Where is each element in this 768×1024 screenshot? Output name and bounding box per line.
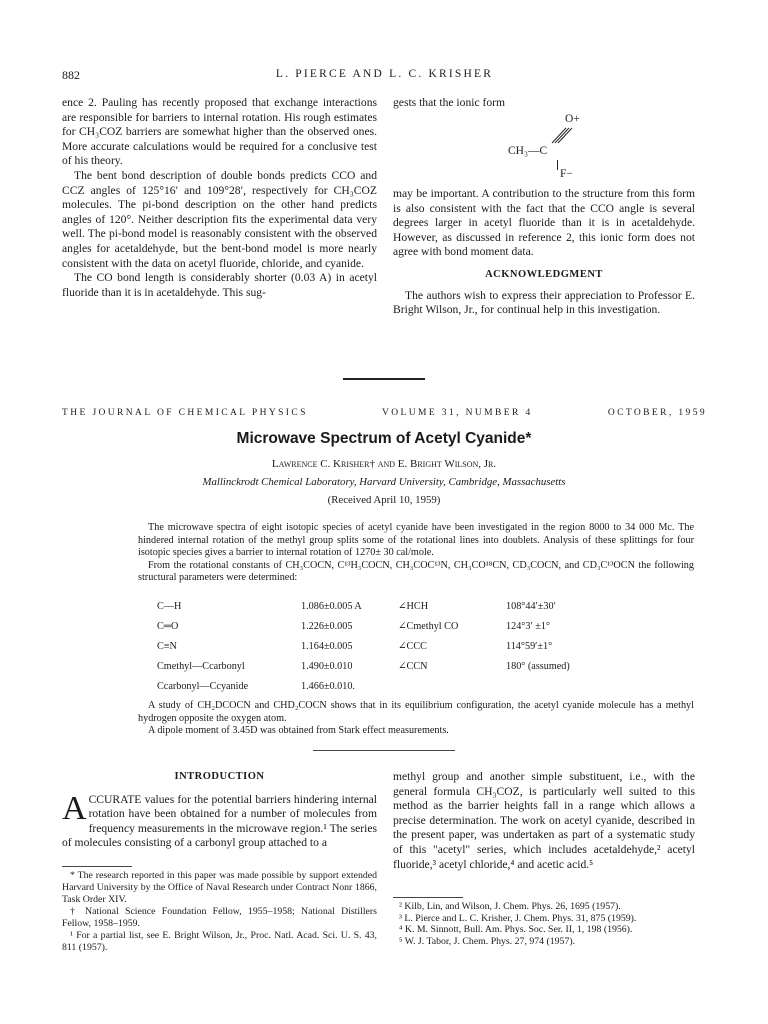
footnote-rule-right xyxy=(393,897,463,898)
param-bond: C≡N xyxy=(157,641,177,652)
prev-article-left-column xyxy=(62,96,377,300)
ionic-methyl-carbon: CH₃—C xyxy=(508,145,548,157)
param-angle: ∠CCC xyxy=(398,641,427,652)
ionic-charge-top: O+ xyxy=(565,113,580,125)
article-byline: Lawrence C. Krisher† and E. Bright Wilson, Jr. xyxy=(271,458,497,470)
article-end-rule xyxy=(343,378,425,380)
footnote: * The research reported in this paper was made possible by support extended Harvard University by the Office of Naval Research under Contract Nonr 1866, Task Order XIV. xyxy=(62,870,377,905)
param-angle: ∠CCN xyxy=(398,661,428,672)
param-angle-value: 108°44′±30′ xyxy=(506,601,556,612)
param-angle: ∠HCH xyxy=(398,601,429,612)
ionic-double-bond xyxy=(550,125,572,145)
article-affiliation: Mallinckrodt Chemical Laboratory, Harvard University, Cambridge, Massachusetts xyxy=(202,476,566,488)
intro-left-column xyxy=(62,770,377,851)
intro-left-text: CCURATE values for the potential barriers hindering internal rotation have been obtained for a number of molecules from frequency measurements in the microwave region.¹ The series of molecules consisting of a carbonyl group attached to a xyxy=(62,792,377,850)
page-number: 882 xyxy=(62,68,80,82)
param-length: 1.490±0.010 xyxy=(301,661,353,672)
prev-article-right-column xyxy=(393,96,695,111)
article-title: Microwave Spectrum of Acetyl Cyanide* xyxy=(236,430,532,447)
param-angle: ∠Cmethyl CO xyxy=(398,621,459,632)
footnotes-left xyxy=(62,870,377,954)
abstract xyxy=(138,522,694,585)
param-bond: Cmethyl—Ccarbonyl xyxy=(157,661,245,672)
param-angle-value: 180° (assumed) xyxy=(506,661,570,672)
prev-left-paragraph-1: ence 2. Pauling has recently proposed that exchange interactions are responsible for barriers to internal rotation. His rough estimates for CH₃COZ barriers are somewhat higher than the observed ones. More accurate calculations would be required for a conclusive test of his theory. xyxy=(62,96,377,168)
acknowledgment-text: The authors wish to express their appreciation to Professor E. Bright Wilson, Jr., for continual help in this investigation. xyxy=(393,288,695,317)
acknowledgment-heading: ACKNOWLEDGMENT xyxy=(485,268,603,280)
param-length: 1.226±0.005 xyxy=(301,621,353,632)
param-bond: C═O xyxy=(157,621,179,632)
ionic-single-bond xyxy=(557,160,558,170)
prev-left-paragraph-3: The CO bond length is considerably shorter (0.03 A) in acetyl fluoride than it is in acetaldehyde. This sug- xyxy=(62,271,377,299)
prev-right-paragraph-2: may be important. A contribution to the structure from this form is also consistent with the fact that the CCO angle is several degrees larger in acetyl fluoride than it is in acetaldehyde. However, as discussed in reference 2, this ionic form does not agree with bond moment data. xyxy=(393,187,695,259)
journal-name: THE JOURNAL OF CHEMICAL PHYSICS xyxy=(62,408,308,418)
footnotes-right xyxy=(393,901,695,947)
prev-article-right-column-cont xyxy=(393,187,695,318)
article-received-date: (Received April 10, 1959) xyxy=(327,494,441,506)
ionic-charge-bottom: F− xyxy=(560,168,573,180)
reference: ⁴ K. M. Sinnott, Bull. Am. Phys. Soc. Ser. II, 1, 198 (1956). xyxy=(399,924,633,936)
abstract-paragraph-2: From the rotational constants of CH₃COCN, C¹³H₃COCN, CH₃COC¹³N, CH₃CO¹⁸CN, CD₃COCN, and CD₃C¹³OCN the following structural parameters were determined: xyxy=(138,559,694,583)
drop-cap: A xyxy=(62,789,87,827)
param-length: 1.466±0.010. xyxy=(301,681,355,692)
reference: ⁵ W. J. Tabor, J. Chem. Phys. 27, 974 (1957). xyxy=(399,935,576,947)
journal-volume: VOLUME 31, NUMBER 4 xyxy=(382,408,533,418)
param-angle-value: 114°59′±1° xyxy=(506,641,553,652)
intro-right-text: methyl group and another simple substituent, i.e., with the general formula CH₃COZ, is particularly well suited to this method as the barrier heights fall in a range which allows a precise determination. The work on acetyl cyanide, described in the present paper, was undertaken as part of a systematic study of this "acetyl" series, which includes acetaldehyde,² acetyl fluoride,³ acetyl chloride,⁴ and acetic acid.⁵ xyxy=(393,770,695,871)
journal-date: OCTOBER, 1959 xyxy=(607,408,707,418)
abstract-cont xyxy=(138,700,694,738)
param-length: 1.086±0.005 A xyxy=(301,601,362,612)
prev-right-paragraph-1: gests that the ionic form xyxy=(393,96,506,109)
param-angle-value: 124°3′ ±1° xyxy=(506,621,550,632)
abstract-paragraph-3: A study of CH₂DCOCN and CHD₂COCN shows that in its equilibrium configuration, the acetyl cyanide molecule has a methyl hydrogen opposite the oxygen atom. xyxy=(138,700,694,724)
param-length: 1.164±0.005 xyxy=(301,641,353,652)
param-bond: C—H xyxy=(157,601,182,612)
abstract-paragraph-1: The microwave spectra of eight isotopic species of acetyl cyanide have been investigated in the region 8000 to 34 000 Mc. The hindered internal rotation of the methyl group splits some of the rotational lines into doublets. Analysis of these splittings for four isotopic species gives a barrier to internal rotation of 1270± 30 cal/mole. xyxy=(138,522,694,558)
footnote: † National Science Foundation Fellow, 1955–1958; National Distillers Fellow, 1958–1959. xyxy=(62,906,377,929)
abstract-paragraph-4: A dipole moment of 3.45D was obtained from Stark effect measurements. xyxy=(148,725,449,736)
footnote: ¹ For a partial list, see E. Bright Wilson, Jr., Proc. Natl. Acad. Sci. U. S. 43, 811 (1957). xyxy=(62,930,377,953)
footnote-rule-left xyxy=(62,866,132,867)
reference: ² Kilb, Lin, and Wilson, J. Chem. Phys. 26, 1695 (1957). xyxy=(399,901,621,912)
running-head-authors: L. PIERCE AND L. C. KRISHER xyxy=(275,68,494,80)
param-bond: Ccarbonyl—Ccyanide xyxy=(157,681,249,692)
intro-right-column xyxy=(393,770,695,872)
abstract-separator xyxy=(313,750,455,751)
introduction-heading: INTRODUCTION xyxy=(174,771,265,782)
prev-left-paragraph-2: The bent bond description of double bonds predicts CCO and CCZ angles of 125°16′ and 109°28′, respectively for CH₃COZ molecules. The pi-bond description on the other hand predicts angles of 120°. Neither description fits the experimental data very well. The pi-bond model is reasonably consistent with the observed angles for acetaldehyde, but the bent-bond model is more nearly consistent with the data on acetyl fluoride, chloride, and cyanide. xyxy=(62,168,377,270)
reference: ³ L. Pierce and L. C. Krisher, J. Chem. Phys. 31, 875 (1959). xyxy=(399,912,637,924)
